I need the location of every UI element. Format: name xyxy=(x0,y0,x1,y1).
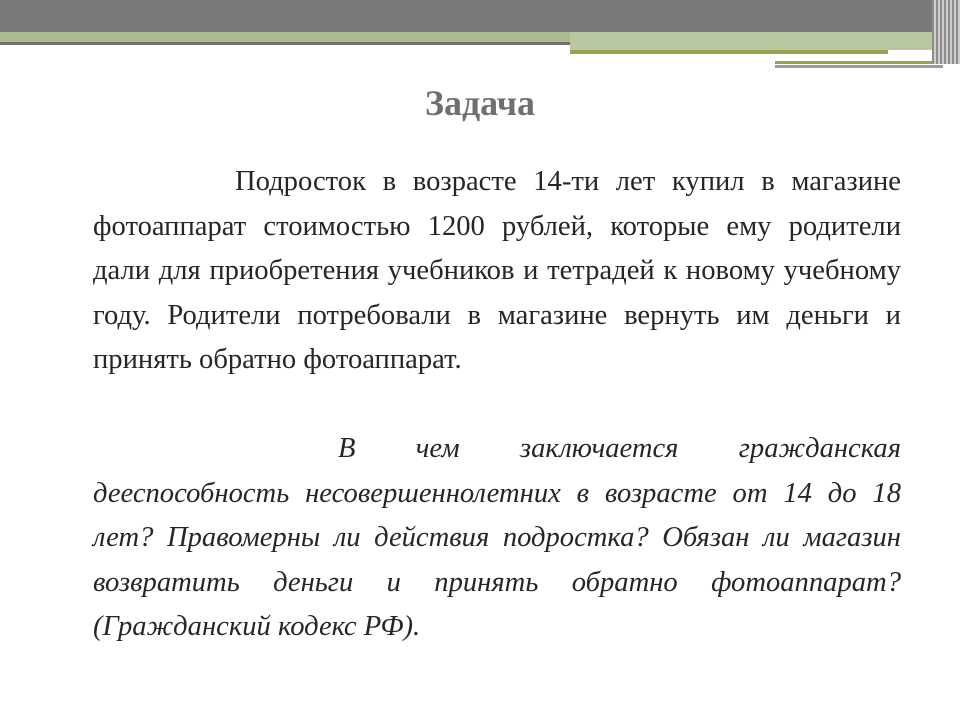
header-gray-bar xyxy=(0,0,960,32)
header-olive-line-right xyxy=(775,61,943,64)
task-description-paragraph: Подросток в возрасте 14-ти лет купил в магазине фотоаппарат стоимостью 1200 рублей, которые ему родители дали для приобретения учебников и тетрадей к новому учебному году. Родители потребовали в магазине вернуть им деньги и принять обратно фотоаппарат. xyxy=(93,166,901,375)
header-green-bar-right xyxy=(570,32,942,50)
header-vertical-stripes xyxy=(932,0,960,64)
header-gray-line xyxy=(0,42,570,45)
slide-title: Задача xyxy=(424,83,536,123)
header-gray-line-right xyxy=(775,65,943,68)
task-questions-paragraph: В чем заключается гражданская дееспособность несовершеннолетних в возрасте от 14 до 18 лет? Правомерны ли действия подростка? Обязан ли магазин возвратить деньги и принять обратно фотоаппарат? (Гражданский кодекс РФ). xyxy=(93,433,901,642)
header-green-bar xyxy=(0,32,570,42)
header-olive-line xyxy=(570,50,888,54)
